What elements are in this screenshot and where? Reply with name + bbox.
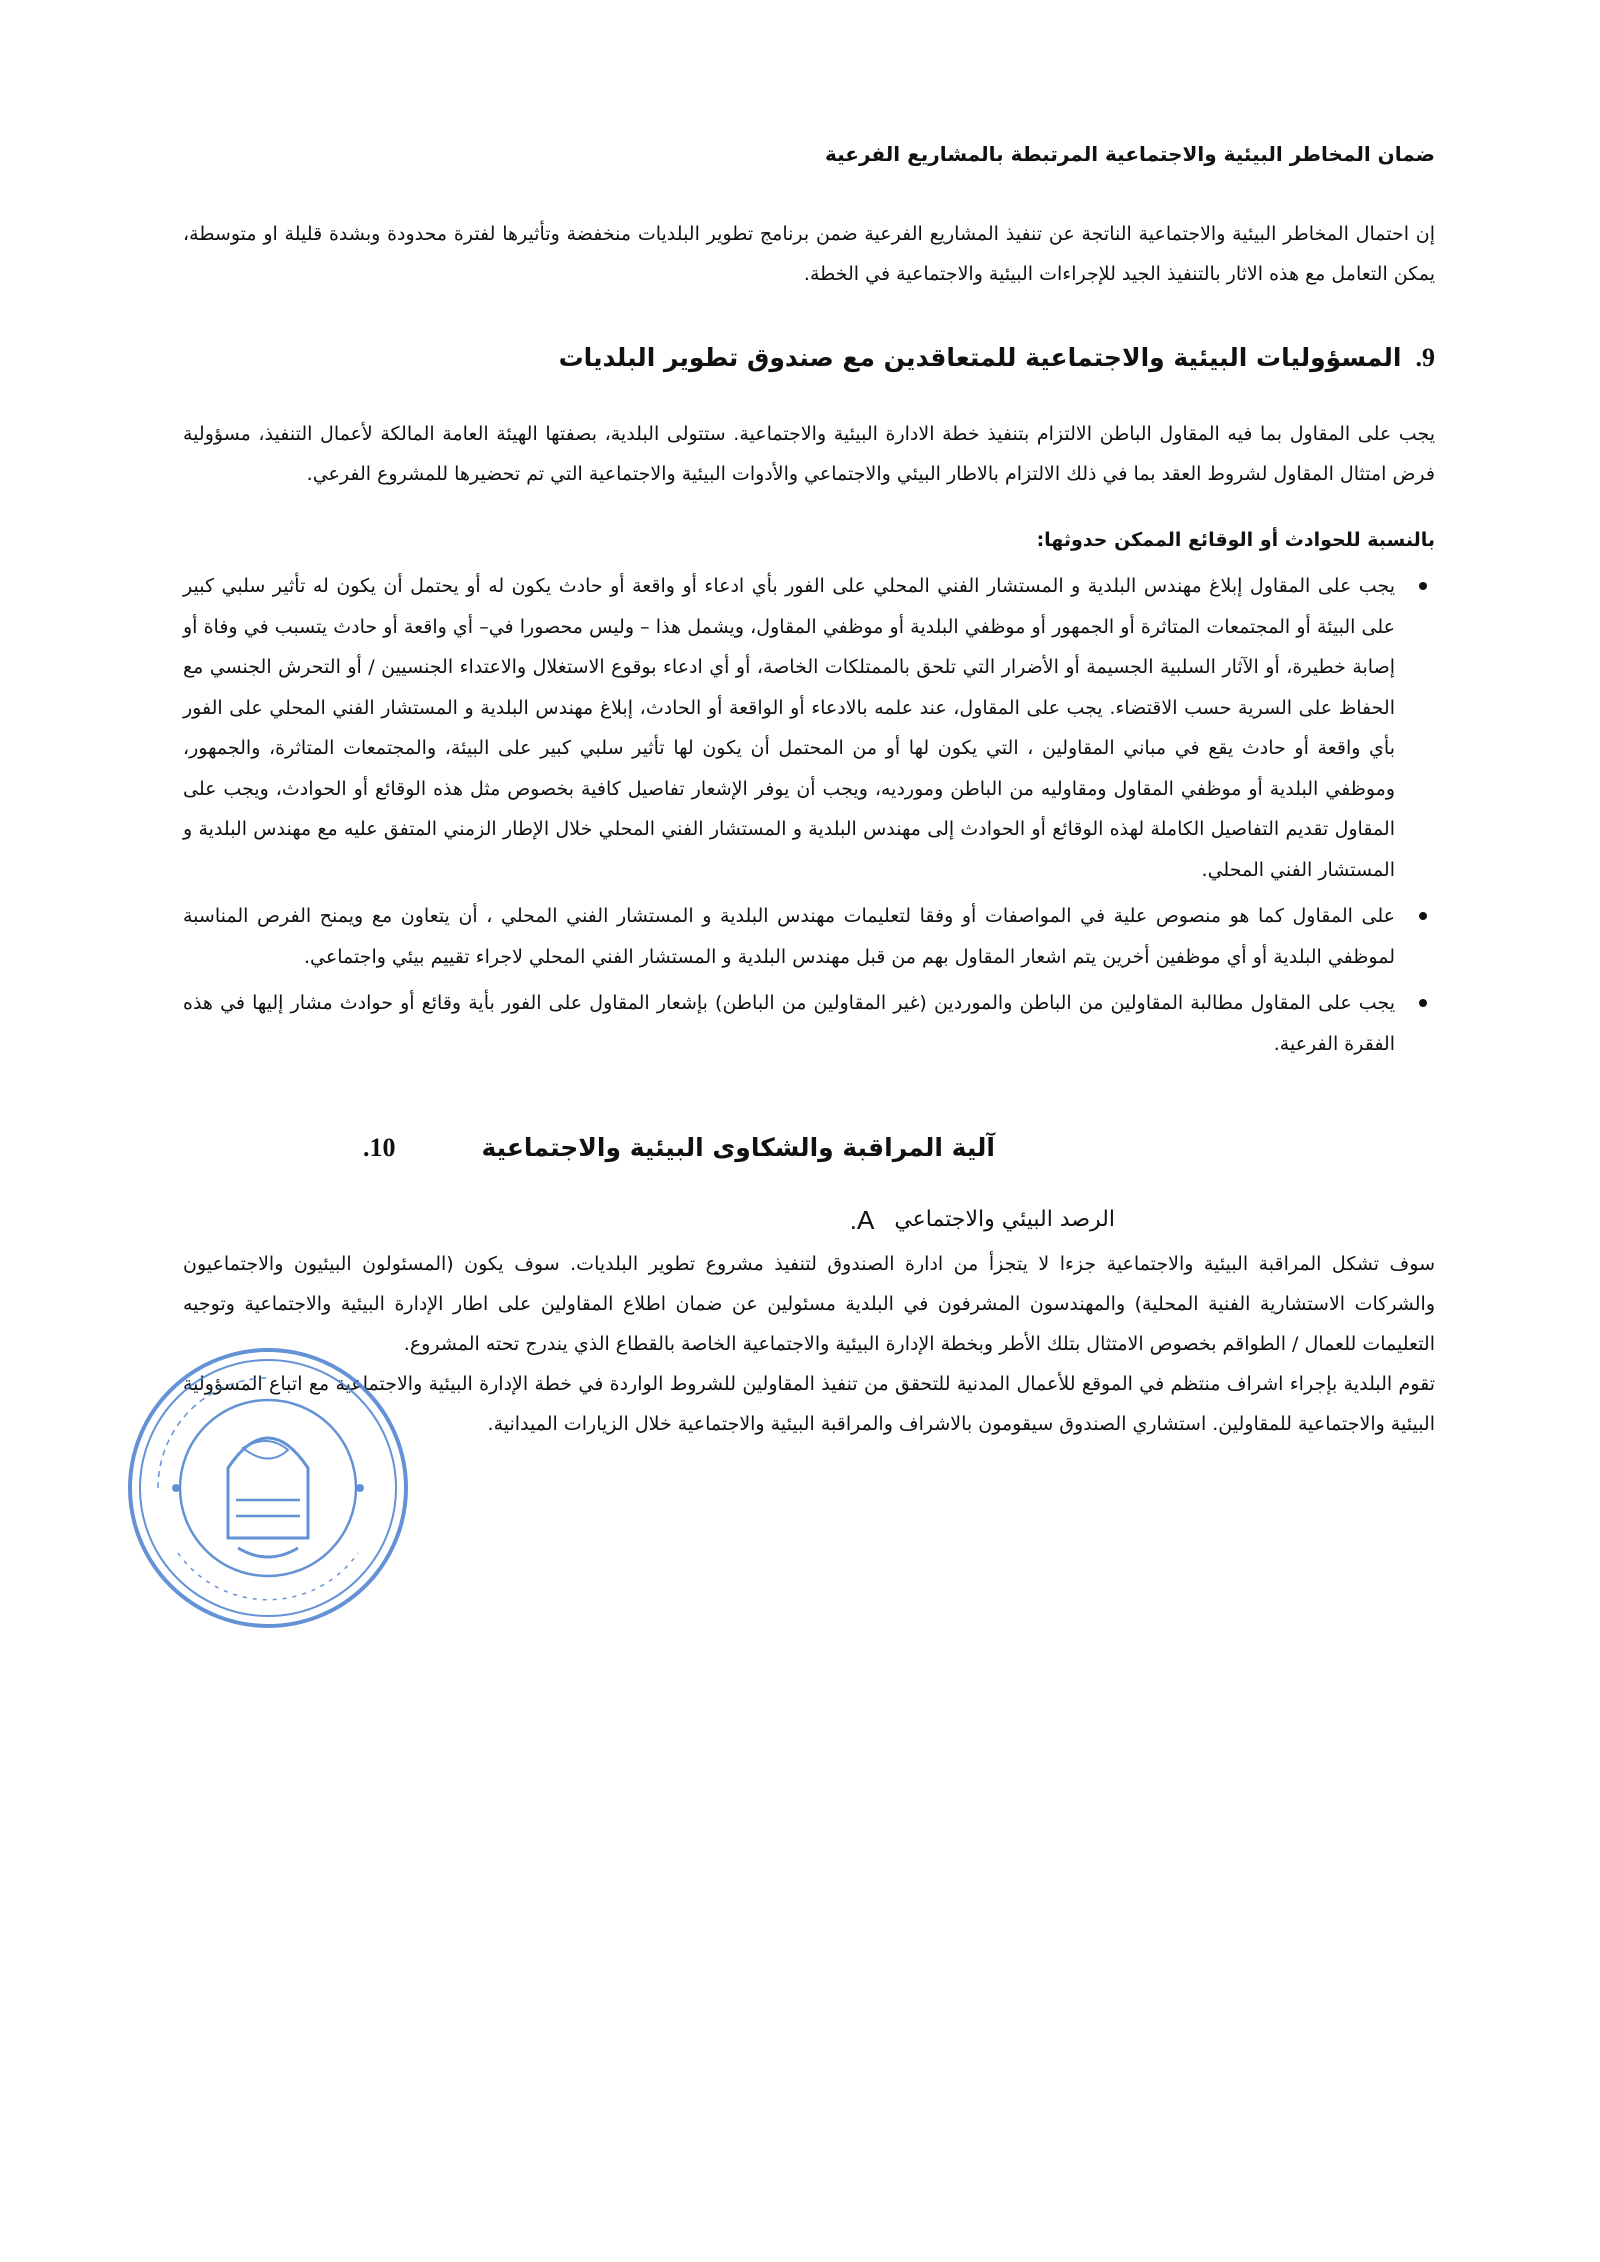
subsection-a-paragraph-2: تقوم البلدية بإجراء اشراف منتظم في الموقع للأعمال المدنية للتحقق من تنفيذ المقاولين للشروط الواردة في خطة الإدارة البيئية والاجتماعية مع اتباع المسؤولية البيئية والاجتماعية للمقاولين. استشاري الصندوق سيقومون بالاشراف والمراقبة البيئية والاجتماعية خلال الزيارات الميدانية. <box>183 1373 1435 1435</box>
list-item: يجب على المقاول إبلاغ مهندس البلدية و المستشار الفني المحلي على الفور بأي ادعاء أو واقعة أو حادث يكون له أو يحتمل أن يكون له تأثير سلبي كبير على البيئة أو المجتمعات المتاثرة أو الجمهور أو موظفي البلدية أو موظفي المقاول، ويشمل هذا – وليس محصورا في– أي واقعة أو حادث يتسبب في وفاة أو إصابة خطيرة، أو الآثار السلبية الجسيمة أو الأضرار التي تلحق بالممتلكات الخاصة، أو أي ادعاء بوقوع الاستغلال والاعتداء الجنسيين / أو التحرش الجنسي مع الحفاظ على السرية حسب الاقتضاء. يجب على المقاول، عند علمه بالادعاء أو الواقعة أو الحادث، إبلاغ مهندس البلدية و المستشار الفني المحلي على الفور بأي واقعة أو حادث يقع في مباني المقاولين ، التي يكون لها أو من المحتمل أن يكون لها تأثير سلبي كبير على البيئة، والمجتمعات المتاثرة، والجمهور، وموظفي البلدية أو موظفي المقاول ومقاوليه من الباطن ومورديه، ويجب أن يوفر الإشعار تفاصيل كافية بخصوص مثل هذه الوقائع أو الحوادث، ويجب على المقاول تقديم التفاصيل الكاملة لهذه الوقائع أو الحوادث إلى مهندس البلدية و المستشار الفني المحلي خلال الإطار الزمني المتفق عليه مع مهندس البلدية و المستشار الفني المحلي. <box>183 566 1395 890</box>
section-9-number: 9. <box>1415 343 1435 372</box>
section-9-heading <box>183 336 1435 380</box>
intro-title: ضمان المخاطر البيئية والاجتماعية المرتبطة بالمشاريع الفرعية <box>825 142 1435 166</box>
section-9-title: المسؤوليات البيئية والاجتماعية للمتعاقدين مع صندوق تطوير البلديات <box>558 343 1402 372</box>
section-10-title: آلية المراقبة والشكاوى البيئية والاجتماعية <box>481 1133 995 1162</box>
intro-paragraph: إن احتمال المخاطر البيئية والاجتماعية الناتجة عن تنفيذ المشاريع الفرعية ضمن برنامج تطوير البلديات منخفضة وتأثيرها لفترة محدودة وبشدة قليلة او متوسطة، يمكن التعامل مع هذه الاثار بالتنفيذ الجيد للإجراءات البيئية والاجتماعية في الخطة. <box>183 223 1435 285</box>
section-10-heading <box>183 1126 1435 1170</box>
subsection-a-paragraph-1: سوف تشكل المراقبة البيئية والاجتماعية جزءا لا يتجزأ من ادارة الصندوق لتنفيذ مشروع تطوير البلديات. سوف يكون (المسئولون البيئيون والاجتماعيون والشركات الاستشارية الفنية المحلية) والمهندسون المشرفون في البلدية مسئولين عن ضمان اطلاع المقاولين على اطار الإدارة البيئية والاجتماعية وتوجيه التعليمات للعمال / الطواقم بخصوص الامتثال بتلك الأطر وبخطة الإدارة البيئية والاجتماعية الخاصة بالقطاع الذي يندرج تحته المشروع. <box>183 1253 1435 1355</box>
incidents-list <box>183 566 1435 1064</box>
page-content <box>183 134 1435 1444</box>
list-item: على المقاول كما هو منصوص علية في المواصفات أو وفقا لتعليمات مهندس البلدية و المستشار الفني المحلي ، أن يتعاون مع ويمنح الفرص المناسبة لموظفي البلدية أو أي موظفين أخرين يتم اشعار المقاول بهم من قبل مهندس البلدية و المستشار الفني المحلي لاجراء تقييم بيئي واجتماعي. <box>183 896 1395 977</box>
incidents-heading: بالنسبة للحوادث أو الوقائع الممكن حدوثها: <box>1036 529 1435 551</box>
subsection-a-letter: A. <box>849 1205 875 1235</box>
municipality-stamp-icon <box>118 1338 418 1638</box>
list-item: يجب على المقاول مطالبة المقاولين من الباطن والموردين (غير المقاولين من الباطن) بإشعار المقاول على الفور بأية وقائع أو حوادث مشار إليها في هذه الفقرة الفرعية. <box>183 983 1395 1064</box>
subsection-a-title: الرصد البيئي والاجتماعي <box>894 1207 1115 1232</box>
subsection-a-heading <box>183 1200 1435 1240</box>
section-10-number: 10. <box>362 1133 396 1162</box>
section-9-paragraph: يجب على المقاول بما فيه المقاول الباطن الالتزام بتنفيذ خطة الادارة البيئية والاجتماعية. ستتولى البلدية، بصفتها الهيئة العامة المالكة لأعمال التنفيذ، مسؤولية فرض امتثال المقاول لشروط العقد بما في ذلك الالتزام بالاطار البيئي والاجتماعي والأدوات البيئية والاجتماعية التي تم تحضيرها للمشروع الفرعي. <box>183 423 1435 485</box>
